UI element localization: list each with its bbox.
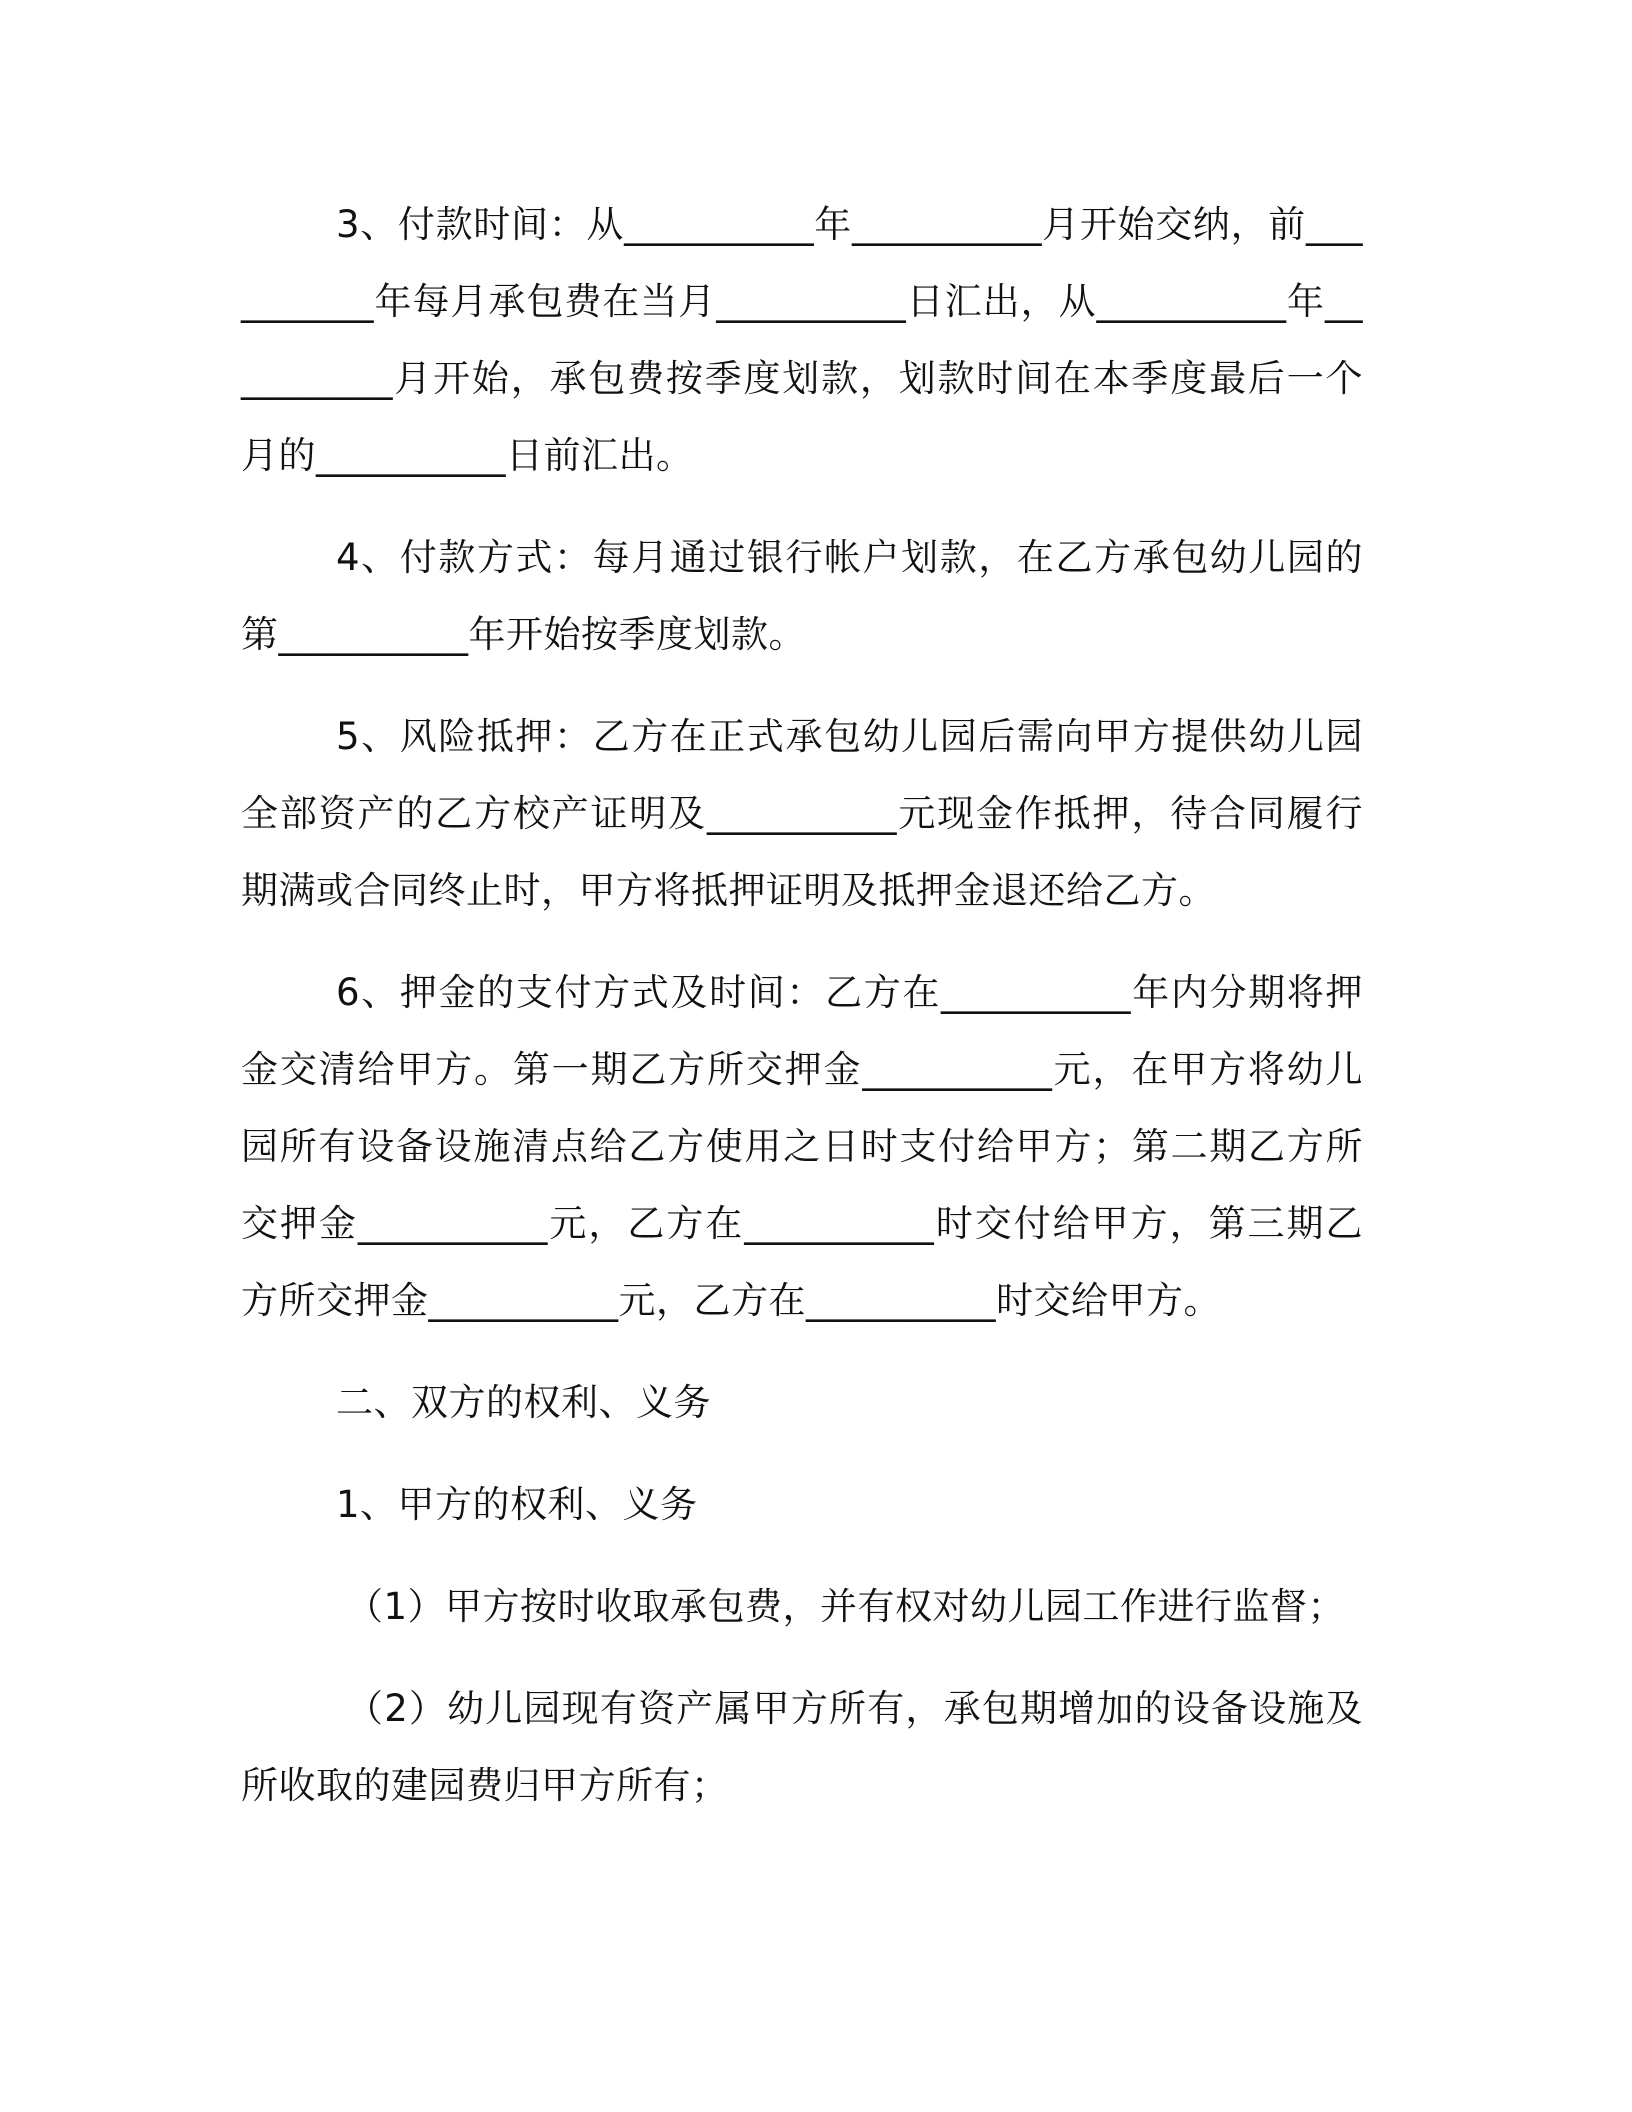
paragraph-payment-time: 3、付款时间：从__________年__________月开始交纳，前__________年每月承包费在当月__________日汇出，从__________年__________月开始，承包费按季度划款，划款时间在本季度最后一个月的__________日前汇出。 xyxy=(241,203,1363,477)
document-body xyxy=(241,186,1363,1849)
section-heading-rights-obligations: 二、双方的权利、义务 xyxy=(336,1381,711,1424)
paragraph-deposit-payment: 6、押金的支付方式及时间：乙方在__________年内分期将押金交清给甲方。第一期乙方所交押金__________元，在甲方将幼儿园所有设备设施清点给乙方使用之日时支付给甲方；第二期乙方所交押金__________元，乙方在__________时交付给甲方，第三期乙方所交押金__________元，乙方在__________时交给甲方。 xyxy=(241,971,1363,1322)
paragraph-risk-mortgage: 5、风险抵押：乙方在正式承包幼儿园后需向甲方提供幼儿园全部资产的乙方校产证明及__________元现金作抵押，待合同履行期满或合同终止时，甲方将抵押证明及抵押金退还给乙方。 xyxy=(241,715,1363,912)
clause-party-a-2: （2）幼儿园现有资产属甲方所有，承包期增加的设备设施及所收取的建园费归甲方所有； xyxy=(241,1687,1363,1807)
paragraph-payment-method: 4、付款方式：每月通过银行帐户划款，在乙方承包幼儿园的第__________年开始按季度划款。 xyxy=(241,536,1363,656)
clause-party-a-1: （1）甲方按时收取承包费，并有权对幼儿园工作进行监督； xyxy=(346,1585,1346,1628)
subsection-heading-party-a: 1、甲方的权利、义务 xyxy=(336,1483,698,1526)
